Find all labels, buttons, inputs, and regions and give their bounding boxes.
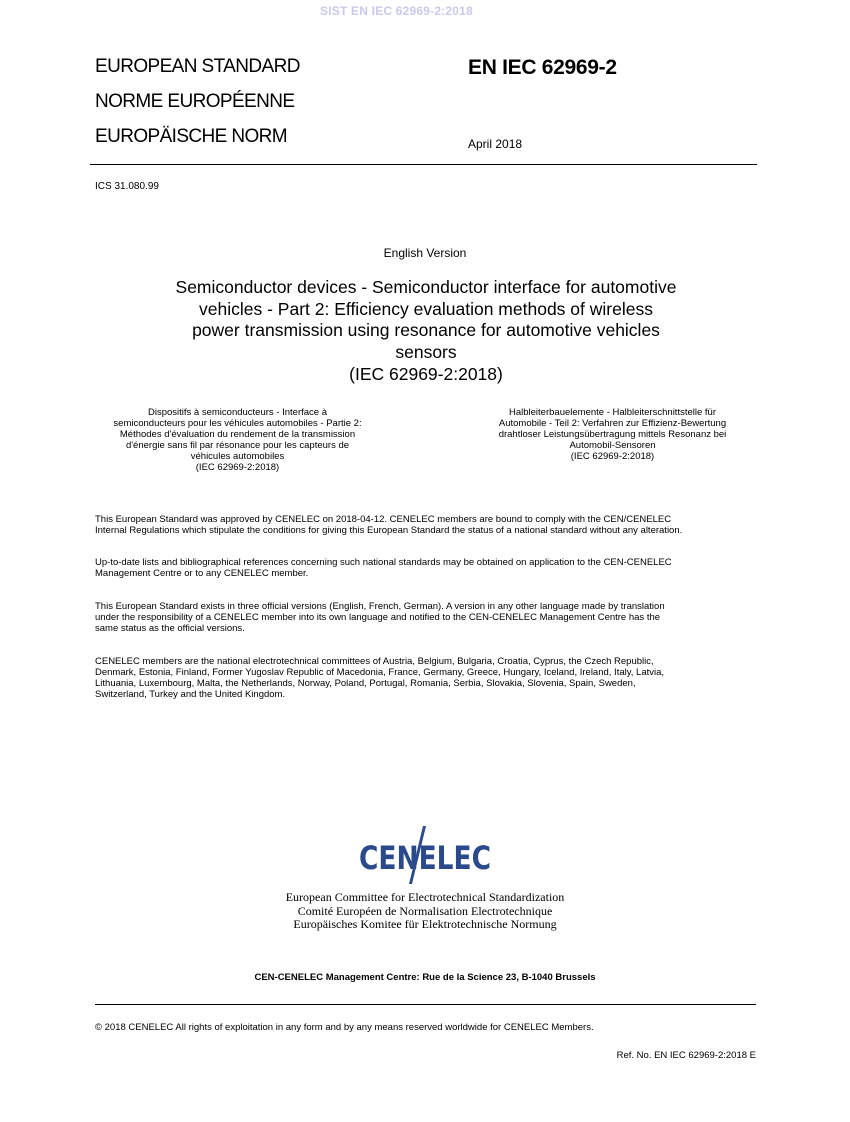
paragraph-line: same status as the official versions. xyxy=(95,623,245,634)
title-line: sensors xyxy=(395,341,457,362)
watermark: SIST EN IEC 62969-2:2018 xyxy=(320,4,473,18)
german-title-line: Automobil-Sensoren xyxy=(569,440,656,451)
french-title xyxy=(80,407,395,473)
management-centre-address: CEN-CENELEC Management Centre: Rue de la Science 23, B-1040 Brussels xyxy=(254,972,596,983)
document-title xyxy=(120,277,732,363)
references-paragraph xyxy=(95,557,760,579)
paragraph-line: This European Standard exists in three official versions (English, French, German). A version in any other language made by translation xyxy=(95,601,665,612)
french-title-line: d'énergie sans fil par résonance pour les capteurs de xyxy=(125,440,350,451)
reference-number: Ref. No. EN IEC 62969-2:2018 E xyxy=(616,1050,756,1061)
paragraph-line: Switzerland, Turkey and the United Kingdom. xyxy=(95,689,286,700)
header-divider xyxy=(90,164,757,165)
title-line: Semiconductor devices - Semiconductor interface for automotive xyxy=(175,277,677,297)
standard-number: EN IEC 62969-2 xyxy=(468,56,617,79)
copyright-notice: © 2018 CENELEC All rights of exploitation in any form and by any means reserved worldwide for CENELEC Members. xyxy=(95,1022,594,1033)
standard-name-en: EUROPEAN STANDARD xyxy=(95,56,300,77)
committee-name-fr: Comité Européen de Normalisation Electrotechnique xyxy=(297,903,553,918)
paragraph-line: under the responsibility of a CENELEC member into its own language and notified to the CEN-CENELEC Management Centre has the xyxy=(95,612,661,623)
committee-name-de: Europäisches Komitee für Elektrotechnische Normung xyxy=(293,917,557,931)
paragraph-line: CENELEC members are the national electrotechnical committees of Austria, Belgium, Bulgaria, Croatia, Cyprus, the Czech Republic, xyxy=(95,656,654,667)
standard-name-fr: NORME EUROPÉENNE xyxy=(95,91,295,112)
footer-divider xyxy=(95,1004,756,1005)
approval-paragraph xyxy=(95,514,760,536)
logo-wordmark: CENELEC xyxy=(359,839,491,877)
german-title-line: drahtloser Leistungsübertragung mittels Resonanz bei xyxy=(498,429,727,440)
committee-names xyxy=(0,891,850,932)
paragraph-line: Management Centre or to any CENELEC member. xyxy=(95,568,309,579)
paragraph-line: Denmark, Estonia, Finland, Former Yugoslav Republic of Macedonia, France, Germany, Greece, Hungary, Iceland, Ireland, Italy, Latvia, xyxy=(95,667,665,678)
version-label: English Version xyxy=(383,246,467,260)
french-title-line: véhicules automobiles xyxy=(190,451,285,462)
german-title-line: (IEC 62969-2:2018) xyxy=(570,451,655,462)
cenelec-logo xyxy=(0,826,850,886)
german-title xyxy=(455,407,770,462)
french-title-line: (IEC 62969-2:2018) xyxy=(195,462,280,473)
members-paragraph xyxy=(95,656,760,700)
title-reference: (IEC 62969-2:2018) xyxy=(349,364,503,384)
paragraph-line: Up-to-date lists and bibliographical references concerning such national standards may be obtained on application to the CEN-CENELEC xyxy=(95,557,672,568)
publication-date: April 2018 xyxy=(468,137,523,151)
ics-code: ICS 31.080.99 xyxy=(95,181,159,192)
committee-name-en: European Committee for Electrotechnical Standardization xyxy=(285,890,565,904)
paragraph-line: This European Standard was approved by CENELEC on 2018-04-12. CENELEC members are bound to comply with the CEN/CENELEC xyxy=(95,514,672,525)
title-line: power transmission using resonance for automotive vehicles xyxy=(192,320,660,340)
title-line: vehicles - Part 2: Efficiency evaluation methods of wireless xyxy=(199,298,653,319)
paragraph-line: Internal Regulations which stipulate the conditions for giving this European Standard the status of a national standard without any alteration. xyxy=(95,525,683,536)
standard-name-de: EUROPÄISCHE NORM xyxy=(95,126,288,147)
german-title-line: Halbleiterbauelemente - Halbleiterschnittstelle für xyxy=(509,407,716,418)
versions-paragraph xyxy=(95,601,760,634)
cenelec-logo-icon xyxy=(350,826,500,886)
french-title-line: semiconducteurs pour les véhicules automobiles - Partie 2: xyxy=(113,418,362,429)
french-title-line: Dispositifs à semiconducteurs - Interface à xyxy=(148,407,327,418)
german-title-line: Automobile - Teil 2: Verfahren zur Effizienz-Bewertung xyxy=(498,418,727,429)
french-title-line: Méthodes d'évaluation du rendement de la transmission xyxy=(119,429,356,440)
paragraph-line: Lithuania, Luxembourg, Malta, the Netherlands, Norway, Poland, Portugal, Romania, Serbia, Slovakia, Slovenia, Spain, Sweden, xyxy=(95,678,636,689)
